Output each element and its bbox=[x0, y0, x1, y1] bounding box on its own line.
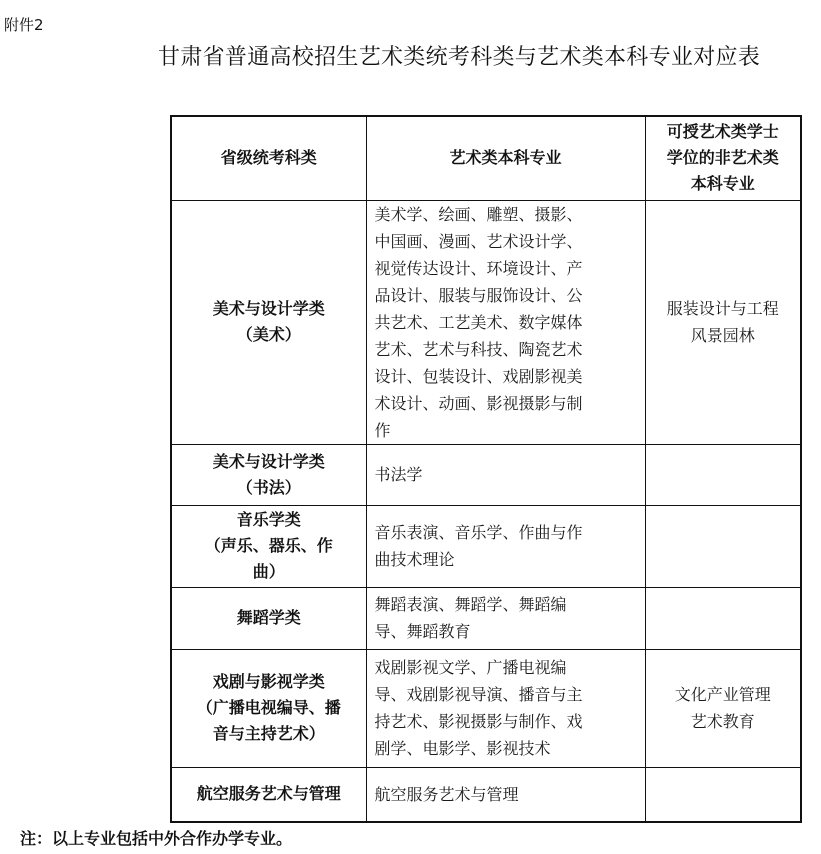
footnote: 注：以上专业包括中外合作办学专业。 bbox=[20, 829, 293, 848]
majors-line: 作 bbox=[374, 420, 391, 440]
correspondence-table bbox=[170, 115, 802, 823]
majors-cell bbox=[366, 505, 645, 587]
category-line: 航空服务艺术与管理 bbox=[196, 784, 341, 804]
majors-line: 曲技术理论 bbox=[374, 550, 455, 569]
table-row bbox=[171, 649, 801, 767]
majors-line: 导、戏剧影视导演、播音与主 bbox=[374, 685, 583, 704]
majors-line: 品设计、服装与服饰设计、公 bbox=[374, 285, 583, 305]
header-art-majors: 艺术类本科专业 bbox=[366, 116, 645, 200]
majors-line: 戏剧影视文学、广播电视编 bbox=[374, 658, 567, 677]
category-line: 音乐学类 bbox=[236, 510, 301, 529]
majors-line: 航空服务艺术与管理 bbox=[374, 784, 519, 804]
table-row bbox=[171, 200, 801, 444]
category-cell bbox=[171, 767, 366, 822]
majors-line: 持艺术、影视摄影与制作、戏 bbox=[374, 712, 583, 731]
majors-line: 艺术、艺术与科技、陶瓷艺术 bbox=[374, 339, 583, 359]
majors-line: 舞蹈表演、舞蹈学、舞蹈编 bbox=[374, 595, 567, 614]
header-row bbox=[171, 116, 801, 200]
header-line: 可授艺术类学士 bbox=[666, 122, 779, 142]
non-art-cell bbox=[645, 767, 801, 822]
majors-line: 设计、包装设计、戏剧影视美 bbox=[374, 366, 583, 386]
non-art-cell bbox=[645, 200, 801, 444]
majors-cell bbox=[366, 649, 645, 767]
non-art-cell bbox=[645, 587, 801, 649]
table-row bbox=[171, 505, 801, 587]
category-line: （声乐、器乐、作 bbox=[204, 536, 333, 555]
category-line: 戏剧与影视学类 bbox=[212, 672, 325, 691]
table-row bbox=[171, 587, 801, 649]
category-line: （书法） bbox=[236, 477, 301, 497]
table-row bbox=[171, 444, 801, 505]
category-cell bbox=[171, 200, 366, 444]
majors-cell bbox=[366, 767, 645, 822]
category-cell bbox=[171, 587, 366, 649]
attachment-label: 附件2 bbox=[4, 16, 44, 34]
majors-line: 音乐表演、音乐学、作曲与作 bbox=[374, 523, 583, 542]
majors-line: 美术学、绘画、雕塑、摄影、 bbox=[374, 204, 583, 224]
header-non-art-majors bbox=[645, 116, 801, 200]
category-line: 美术与设计学类 bbox=[212, 451, 325, 471]
majors-line: 剧学、电影学、影视技术 bbox=[374, 739, 551, 758]
header-exam-category: 省级统考科类 bbox=[171, 116, 366, 200]
non-art-line: 文化产业管理 bbox=[674, 685, 771, 704]
majors-cell bbox=[366, 200, 645, 444]
majors-line: 导、舞蹈教育 bbox=[374, 622, 471, 641]
header-line: 学位的非艺术类 bbox=[666, 148, 779, 168]
category-cell bbox=[171, 649, 366, 767]
category-line: 美术与设计学类 bbox=[212, 299, 325, 318]
category-cell bbox=[171, 444, 366, 505]
non-art-cell bbox=[645, 505, 801, 587]
non-art-cell bbox=[645, 649, 801, 767]
non-art-line: 服装设计与工程 bbox=[666, 299, 779, 318]
header-line: 本科专业 bbox=[690, 174, 755, 194]
non-art-line: 艺术教育 bbox=[690, 712, 755, 731]
majors-line: 视觉传达设计、环境设计、产 bbox=[374, 258, 583, 278]
category-line: 舞蹈学类 bbox=[236, 608, 301, 627]
majors-line: 中国画、漫画、艺术设计学、 bbox=[374, 231, 583, 251]
document-title: 甘肃省普通高校招生艺术类统考科类与艺术类本科专业对应表 bbox=[158, 45, 761, 70]
category-cell bbox=[171, 505, 366, 587]
table-row bbox=[171, 767, 801, 822]
majors-line: 术设计、动画、影视摄影与制 bbox=[374, 393, 583, 413]
non-art-cell bbox=[645, 444, 801, 505]
category-line: 曲） bbox=[252, 562, 285, 581]
category-line: 音与主持艺术） bbox=[212, 724, 325, 743]
majors-cell bbox=[366, 444, 645, 505]
category-line: （广播电视编导、播 bbox=[196, 698, 341, 717]
non-art-line: 风景园林 bbox=[690, 326, 755, 345]
majors-line: 共艺术、工艺美术、数字媒体 bbox=[374, 312, 583, 332]
category-line: （美术） bbox=[236, 325, 301, 344]
majors-cell bbox=[366, 587, 645, 649]
majors-line: 书法学 bbox=[374, 465, 423, 484]
